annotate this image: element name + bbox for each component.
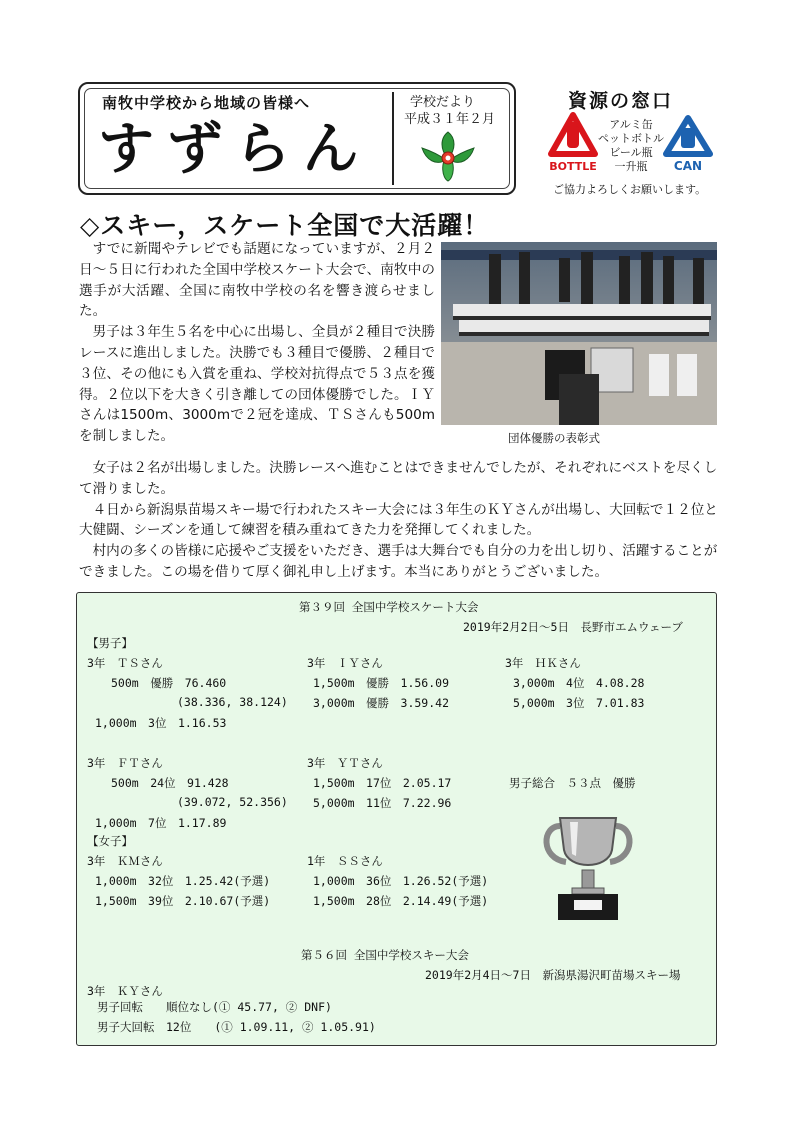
school-crest-icon: [418, 128, 478, 187]
result-line: 500m 優勝 76.460: [111, 676, 227, 690]
result-line: 1,500m 39位 2.10.67(予選): [95, 894, 271, 908]
bottle-recycle-icon: [547, 112, 599, 178]
skate-date-place: 2019年2月2日～5日 長野市エムウェーブ: [463, 620, 683, 634]
athlete-name: 3年 ＹＴさん: [307, 756, 383, 770]
result-line: 1,000m 7位 1.17.89: [95, 816, 227, 830]
paragraph: 村内の多くの皆様に応援やご支援をいただき、選手は大舞台でも自分の力を出し切り、活躍することができました。この場を借りて厚く御礼申し上げます。本当にありがとうございました。: [79, 543, 718, 580]
paragraph: 男子は３年生５名を中心に出場し、全員が２種目で決勝レースに進出しました。決勝でも３種目で優勝、２種目で３位、その他にも入賞を重ね、学校対抗得点で５３点を獲得。２位以下を大きく引き離しての団体優勝でした。ＩＹさんは1500m、3000mで２冠を達成、ＴＳさんも500mを制しました。: [79, 324, 435, 445]
article-column-text: [79, 239, 435, 447]
resource-item: ビール瓶: [609, 146, 653, 159]
result-split: (38.336, 38.124): [177, 695, 288, 709]
paragraph: ４日から新潟県苗場スキー場で行われたスキー大会には３年生のＫＹさんが出場し、大回転で１２位と大健闘、シーズンを通して練習を積み重ねてきた力を発揮してくれました。: [79, 501, 718, 539]
skate-event-title: 第３９回 全国中学校スケート大会: [299, 600, 479, 614]
result-line: 1,000m 36位 1.26.52(予選): [313, 874, 489, 888]
athlete-name: 3年 ＦＴさん: [87, 756, 163, 770]
result-line: 男子大回転 12位 (① 1.09.11, ② 1.05.91): [97, 1020, 376, 1034]
masthead-subtitle: 南牧中学校から地域の皆様へ: [102, 94, 311, 112]
award-ceremony-photo: [441, 242, 717, 425]
resource-item: ペットボトル: [598, 132, 664, 145]
ski-date-place: 2019年2月4日～7日 新潟県湯沢町苗場スキー場: [425, 968, 681, 982]
athlete-name: 1年 ＳＳさん: [307, 854, 383, 868]
issue-date: 平成３１年２月: [404, 112, 496, 127]
result-line: 1,000m 3位 1.16.53: [95, 716, 227, 730]
can-label: CAN: [673, 159, 703, 173]
bottle-label: BOTTLE: [549, 160, 597, 173]
resource-item: アルミ缶: [609, 118, 653, 131]
ski-event-title: 第５６回 全国中学校スキー大会: [301, 948, 469, 962]
newsletter-title: すずらん: [98, 116, 371, 182]
boys-total: 男子総合 ５３点 優勝: [509, 776, 636, 790]
girls-heading: 【女子】: [87, 834, 133, 848]
athlete-name: 3年 ＨＫさん: [505, 656, 581, 670]
paragraph: 女子は２名が出場しました。決勝レースへ進むことはできませんでしたが、それぞれにベストを尽くして滑りました。: [79, 460, 718, 497]
newsletter-label: 学校だより: [410, 95, 476, 110]
result-split: (39.072, 52.356): [177, 795, 288, 809]
result-line: 5,000m 11位 7.22.96: [313, 796, 452, 810]
boys-heading: 【男子】: [87, 636, 133, 650]
resource-thanks: ご協力よろしくお願いします。: [553, 183, 707, 196]
result-line: 1,500m 17位 2.05.17: [313, 776, 452, 790]
athlete-name: 3年 ＴＳさん: [87, 656, 163, 670]
result-line: 1,500m 28位 2.14.49(予選): [313, 894, 489, 908]
masthead: [78, 82, 516, 195]
result-line: 3,000m 4位 4.08.28: [513, 676, 645, 690]
result-line: 5,000m 3位 7.01.83: [513, 696, 645, 710]
athlete-name: 3年 ＫＭさん: [87, 854, 163, 868]
resource-item: 一升瓶: [614, 160, 648, 173]
paragraph: すでに新聞やテレビでも話題になっていますが、２月２日～５日に行われた全国中学校スケート大会で、南牧中の選手が大活躍、全国に南牧中学校の名を響き渡らせました。: [79, 241, 435, 320]
masthead-divider: [392, 92, 394, 185]
athlete-name: 3年 ＫＹさん: [87, 984, 163, 998]
result-line: 3,000m 優勝 3.59.42: [313, 696, 450, 710]
resource-corner-title: 資源の窓口: [568, 90, 674, 112]
article-full-text: [79, 458, 719, 583]
athlete-name: 3年 ＩＹさん: [307, 656, 383, 670]
article-headline: ◇スキー，スケート全国で大活躍！: [80, 211, 490, 240]
resource-items: [596, 118, 666, 174]
can-recycle-icon: [660, 114, 716, 178]
trophy-icon: [538, 812, 638, 928]
result-line: 男子回転 順位なし(① 45.77, ② DNF): [97, 1000, 332, 1014]
photo-caption: 団体優勝の表彰式: [508, 431, 600, 445]
result-line: 500m 24位 91.428: [111, 776, 229, 790]
result-line: 1,000m 32位 1.25.42(予選): [95, 874, 271, 888]
result-line: 1,500m 優勝 1.56.09: [313, 676, 450, 690]
